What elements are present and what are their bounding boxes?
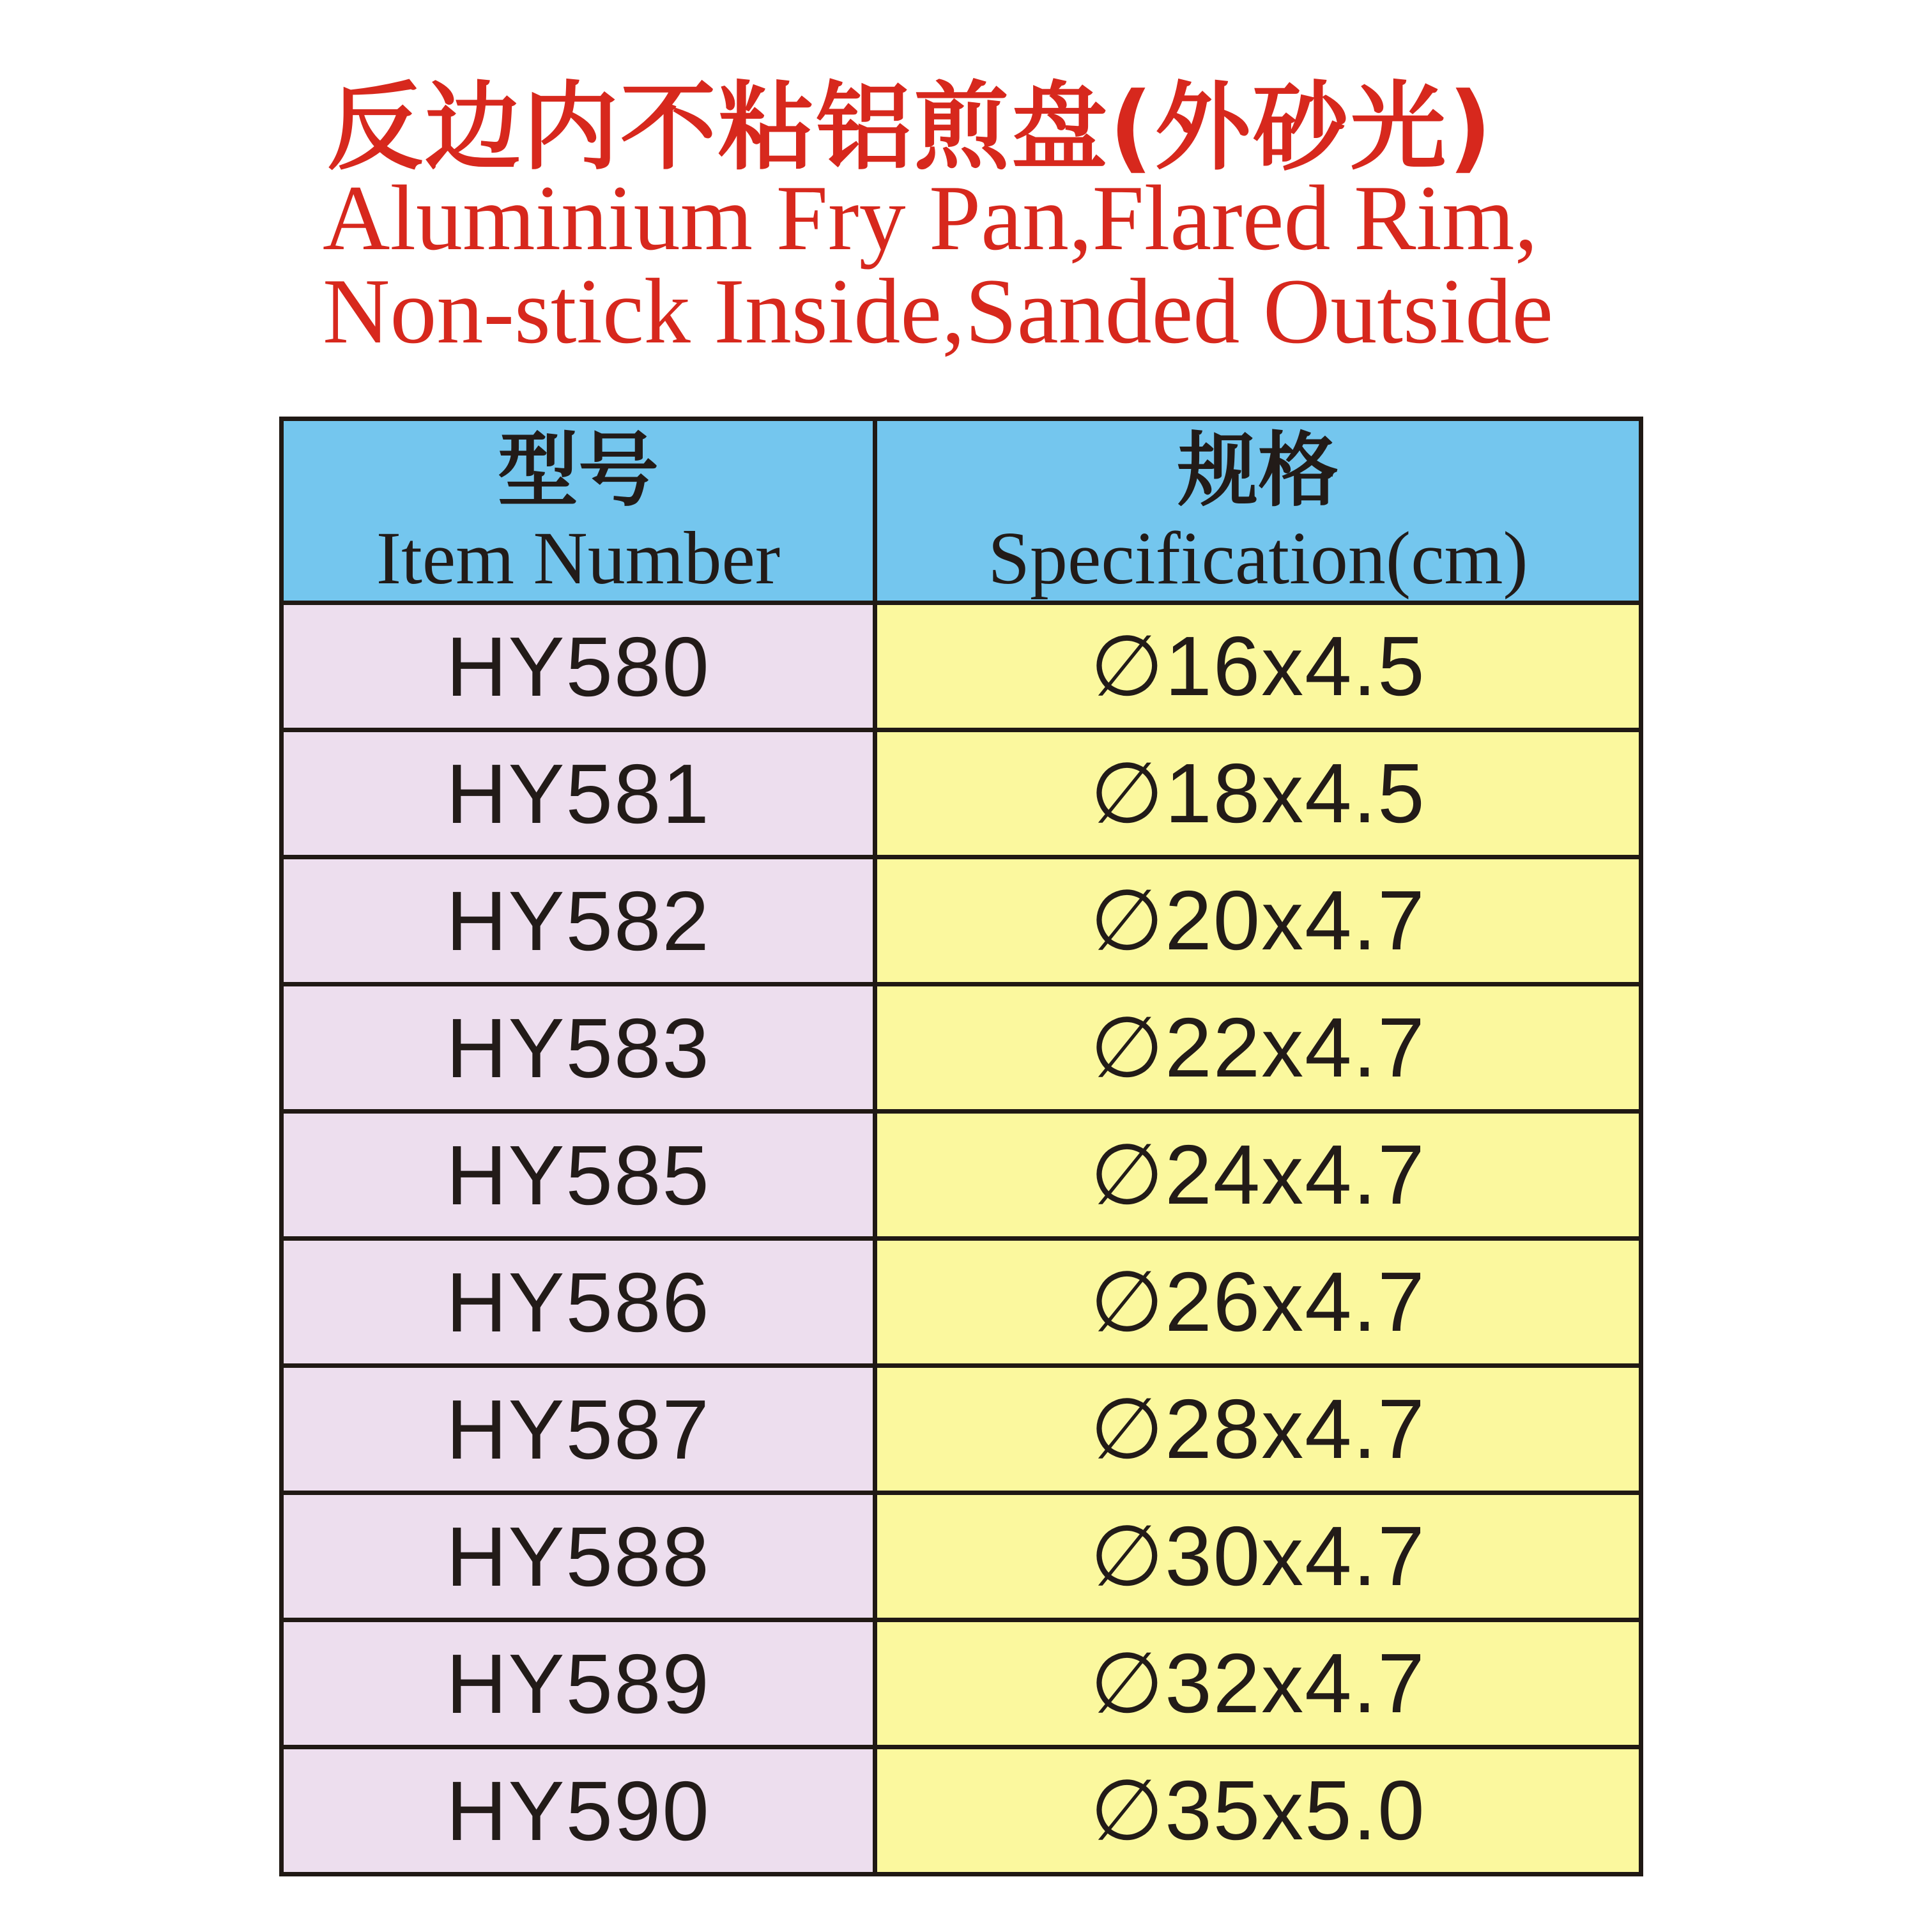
item-number-cell: HY585	[282, 1112, 875, 1239]
item-number-cell: HY587	[282, 1366, 875, 1493]
header-specification-en: Specification(cm)	[988, 516, 1528, 600]
table-row	[282, 730, 1641, 857]
table-row	[282, 1366, 1641, 1493]
table-row	[282, 1620, 1641, 1747]
title-english-line1: Aluminium Fry Pan,Flared Rim,	[323, 166, 1538, 270]
table-row	[282, 1747, 1641, 1874]
item-number-cell: HY583	[282, 985, 875, 1112]
table-row	[282, 1239, 1641, 1366]
table-row	[282, 857, 1641, 985]
item-number-cell: HY581	[282, 730, 875, 857]
specification-cell: ∅35x5.0	[875, 1747, 1641, 1874]
item-number-cell: HY590	[282, 1747, 875, 1874]
header-item-number-cn: 型号	[498, 423, 659, 518]
item-number-cell: HY588	[282, 1493, 875, 1620]
title-chinese: 反边内不粘铝煎盘(外砂光)	[327, 72, 1494, 183]
specification-cell: ∅28x4.7	[875, 1366, 1641, 1493]
item-number-cell: HY580	[282, 603, 875, 730]
table-header-row	[282, 419, 1641, 603]
table-row	[282, 1112, 1641, 1239]
table-row	[282, 1493, 1641, 1620]
specification-cell: ∅18x4.5	[875, 730, 1641, 857]
specification-cell: ∅24x4.7	[875, 1112, 1641, 1239]
specification-cell: ∅26x4.7	[875, 1239, 1641, 1366]
specification-cell: ∅20x4.7	[875, 857, 1641, 985]
item-number-cell: HY589	[282, 1620, 875, 1747]
specification-cell: ∅16x4.5	[875, 603, 1641, 730]
table-row	[282, 985, 1641, 1112]
specification-cell: ∅22x4.7	[875, 985, 1641, 1112]
specification-cell: ∅32x4.7	[875, 1620, 1641, 1747]
header-specification-cn: 规格	[1177, 423, 1338, 518]
header-item-number-en: Item Number	[376, 516, 781, 600]
item-number-cell: HY582	[282, 857, 875, 985]
specification-cell: ∅30x4.7	[875, 1493, 1641, 1620]
table-row	[282, 603, 1641, 730]
title-english-line2: Non-stick Inside,Sanded Outside	[323, 259, 1554, 363]
header-specification-cell	[875, 419, 1641, 603]
item-number-cell: HY586	[282, 1239, 875, 1366]
spec-table	[279, 417, 1643, 1876]
header-item-number-cell	[282, 419, 875, 603]
title-english	[323, 166, 1554, 363]
